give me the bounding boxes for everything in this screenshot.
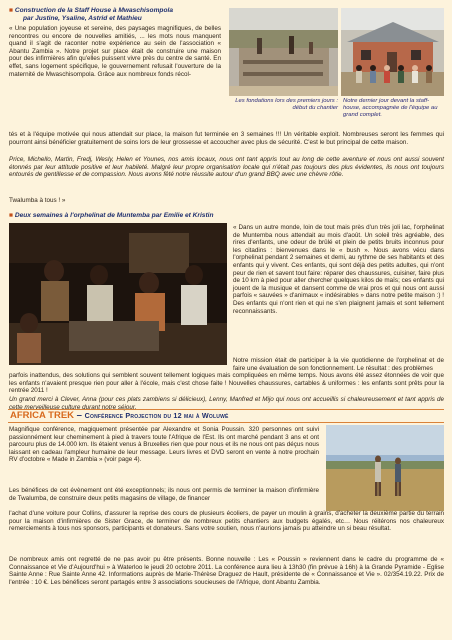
africa-trek-paragraph-2-start: Les bénéfices de cet évènement ont été exceptionnels; ils nous ont permis de terminer la maison d'infirmière de Twalumba, de construire deux petits magasins de village, de financer: [9, 487, 319, 502]
photo-orphanage-children: [9, 223, 227, 365]
orphanage-paragraph-2-start: Notre mission était de participer à la vie quotidienne de l'orphelinat et de faire une évaluation de son fonctionnement. Le résultat : des problèmes: [233, 357, 444, 372]
orphanage-thanks: Un grand merci à Clever, Anna (pour ces plats zambiens si délicieux), Lenny, Manfred et Mijo qui nous ont accueillis si chaleureusement et tant appris de cette merveilleuse culture durant notre séjour.: [9, 396, 444, 411]
staff-house-paragraph-1: « Une population joyeuse et sereine, des paysages magnifiques, de belles rencontres ou encore de nouvelles amitiés, ... les mots nous manquent quand il s'agit de raconter notre expérience au sein de l'association « Abantu Zambia ». Notre projet sur place était de construire une maison pour des infirmières afin qu'elles puissent vivre près du centre de santé. En effet, sans logement spécifique, le gouvernement refusait l'ouverture de la maternité de Mwaschisompola. Grâce aux nombreux fonds récol-: [9, 25, 221, 78]
orphanage-paragraph-2: parfois inattendus, des solutions qui semblent souvent tellement logiques mais compliquées en même temps. Nous avons été assez étonnées de voir que les enfants n'avaient presque rien pour aller à l'école, mais c'est chose faite ! Nouvelles chaussures, cartables & uniformes : les enfants sont prêts pour la rentrée 2011 !: [9, 372, 444, 395]
caption-foundations: Les fondations lors des premiers jours : début du chantier: [235, 98, 338, 111]
staff-house-paragraph-2: tés et à l'équipe motivée qui nous attendait sur place, la maison fut terminée en 3 semaines !!! Un véritable exploit. Nombreuses seront les femmes qui pourront ainsi bénéficier gratuitement de soins lors de leur grossesse et accoucher avec plus de sécurité. C'est le but principal de cette maison.: [9, 131, 444, 146]
africa-trek-paragraph-3: De nombreux amis ont regretté de ne pas avoir pu être présents. Bonne nouvelle : Les « Poussin » reviennent dans le cadre du programme de « Connaissance et Vie d'Aujourd'hui » à Waterloo le jeudi 20 octobre 2011. La conférence aura lieu à 13h30 (fin prévue à 16h) à la Grande Pyramide - Eglise Sainte Anne : Rue Sainte Anne 42. Informations auprès de Marie-Thérèse Draguez de Hault, présidente de « Connaissance et Vie ». 02/354.19.22. Prix de l'entrée : 10 €. Les bénéfices seront partagés entre 3 associations soucieuses de l'Afrique, dont Abantu Zambia.: [9, 556, 444, 586]
photo-foundations: [229, 8, 338, 96]
orphanage-heading: [9, 212, 309, 220]
bullet-icon: ■: [9, 7, 13, 14]
staff-house-paragraph-3: Price, Michello, Martin, Fredj, Wesly, Helen et Younes, nos amis locaux, nous ont tant appris tout au long de cette aventure et nous ont aussi souvent étonnés par leur attitude positive et leur habileté. Malgré leur propre organisation locale qui n'était pas toujours des plus évidentes, ils nous ont toujours entourés de gentillesse et de compassion. Nous avons fêté notre réussite autour d'un grand BBQ avec une chèvre rôtie.: [9, 156, 444, 179]
staff-house-heading: [9, 7, 224, 23]
africa-trek-title-sub: Conférence Projection du 12 mai à Woluwé: [84, 411, 229, 420]
staff-house-authors: par Justine, Ysaline, Astrid et Mathieu: [23, 15, 142, 22]
africa-trek-paragraph-2: l'achat d'une voiture pour Collins, d'assurer la reprise des cours de plusieurs écoliers, de payer un moulin à grains, d'acheter la deuxième partie du terrain pour la maison d'infirmières de Sister Grace, de terminer de nombreux petits chantiers aux budgets égalés, etc… Nous réitérons nos chaleureux remerciements à tous nos sponsors, participants et donateurs. Sans votre soutien, nous n'aurions jamais pu atteindre un si beau résultat.: [9, 510, 444, 533]
staff-house-heading-line1: Construction de la Staff House à Mwaschisompola: [14, 7, 173, 14]
photo-staff-house-team: [341, 8, 444, 96]
bullet-icon: ■: [9, 212, 13, 219]
africa-trek-title-main: AFRICA TREK: [10, 410, 75, 421]
orphanage-paragraph-1: « Dans un autre monde, loin de tout mais près d'un très joli lac, l'orphelinat de Muntemba nous attendait au mois d'août. Un soleil très agréable, des rires d'enfants, une odeur de brûlé et plein de petits bruits inconnus pour les citadins : bienvenues dans le « bush ». Nous avons vécu dans l'orphelinat pendant 2 semaines et demi, au rythme de ses habitants et des enfants qui y vivent. Ces enfants, qui sont déjà des petits adultes, qui n'ont peur de rien et savent tout faire: réparer des chaussures, cuisiner, faire plus de 10 km à pied pour aller chercher quelques kilos de maïs; ces enfants qui jouent de la musique et dansent comme de vrai pros et qui nous ont aussi parfois « sauvées » d'animaux « indésirables » dans notre petite maison :) ! Des enfants qui n'ont rien et qui ne s'en plaignent jamais et sont tellement reconnaissants.: [233, 224, 444, 315]
photo-africa-trek: [326, 425, 444, 511]
caption-staff-house: Notre dernier jour devant la staff-house, accompagnée de l'équipe au grand complet.: [343, 98, 438, 118]
africa-trek-title-bar: [8, 409, 444, 423]
orphanage-heading-text: Deux semaines à l'orphelinat de Muntemba par Emilie et Kristin: [14, 212, 214, 219]
africa-trek-paragraph-1: Magnifique conférence, magiquement présentée par Alexandre et Sonia Poussin. 320 personnes ont suivi passionnément leur cheminement à pied à travers toute l'Afrique de l'Est. Ils ont marché pendant 3 ans et ont parcouru plus de 14.000 km. Ils étaient venus à Bruxelles rien que pour nous et ils ne nous ont pas déçus nous laissant en cadeau l'ampleur humaine de leur message. Leurs livres et DVD seront en vente à notre prochain RV d'octobre « Made in Zambia » (voir page 4).: [9, 426, 319, 464]
africa-trek-title: AFRICA TREK – Conférence Projection du 12 mai à Woluwé: [10, 410, 229, 421]
staff-house-closing: Twalumba à tous ! »: [9, 197, 66, 204]
